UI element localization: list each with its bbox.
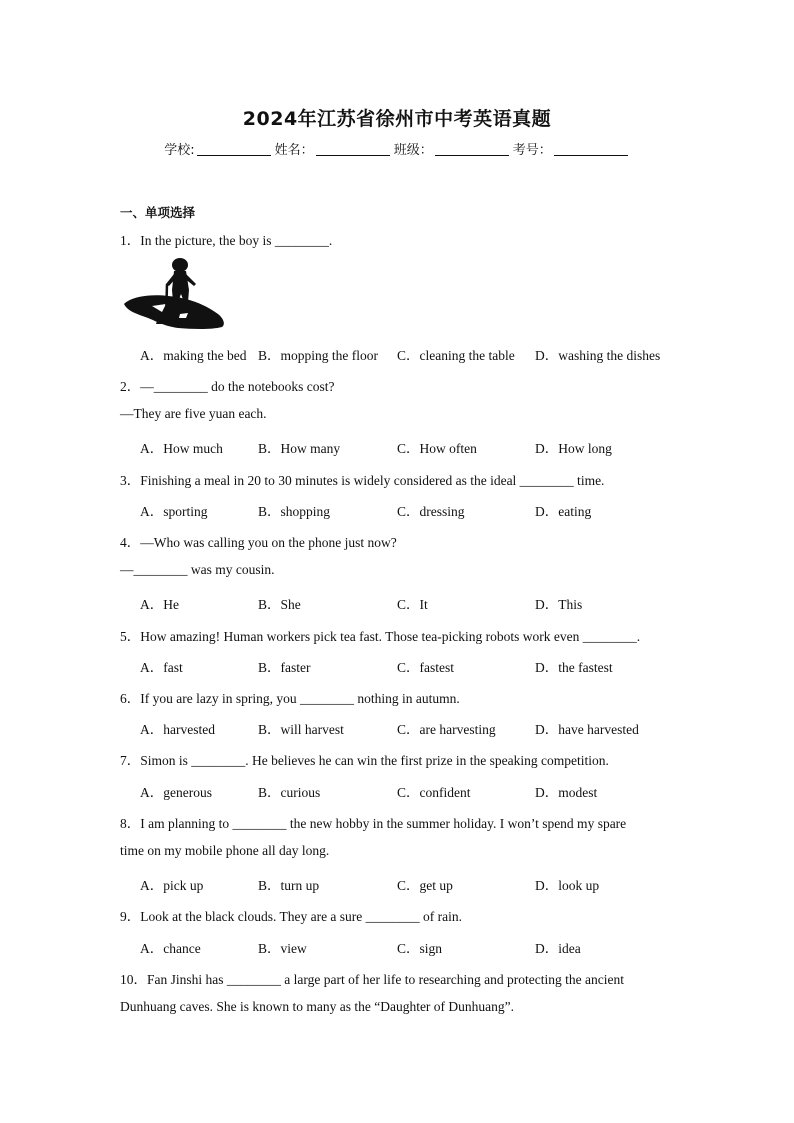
option-d[interactable]: D．idea [535, 941, 581, 956]
section-heading: 一、单项选择 [120, 205, 196, 220]
class-blank[interactable] [435, 142, 509, 156]
option-a[interactable]: A．making the bed [140, 348, 247, 363]
option-b[interactable]: B．view [258, 941, 307, 956]
option-a[interactable]: A．sporting [140, 504, 208, 519]
option-d[interactable]: D．look up [535, 878, 600, 893]
option-b[interactable]: B．shopping [258, 504, 331, 519]
option-d[interactable]: D．eating [535, 504, 592, 519]
option-d[interactable]: D．have harvested [535, 722, 639, 737]
question-8-stem-line-2: time on my mobile phone all day long. [120, 843, 330, 858]
option-b[interactable]: B．She [258, 597, 301, 612]
option-a[interactable]: A．He [140, 597, 179, 612]
school-blank[interactable] [197, 142, 271, 156]
name-label: 姓名： [274, 143, 314, 158]
option-d[interactable]: D．the fastest [535, 660, 613, 675]
option-c[interactable]: C．confident [397, 785, 471, 800]
question-2-stem: 2．—________ do the notebooks cost? [120, 379, 335, 394]
option-c[interactable]: C．fastest [397, 660, 454, 675]
option-b[interactable]: B．How many [258, 441, 341, 456]
option-c[interactable]: C．cleaning the table [397, 348, 515, 363]
option-a[interactable]: A．chance [140, 941, 201, 956]
exam-number-blank[interactable] [554, 142, 628, 156]
class-label: 班级： [393, 143, 433, 158]
option-c[interactable]: C．are harvesting [397, 722, 496, 737]
exam-number-label: 考号： [512, 143, 552, 158]
question-5-stem: 5．How amazing! Human workers pick tea fast. Those tea-picking robots work even ________. [120, 629, 641, 644]
question-2-stem-line-2: —They are five yuan each. [120, 406, 267, 421]
option-c[interactable]: C．It [397, 597, 428, 612]
page-title: 2024年江苏省徐州市中考英语真题 [242, 108, 552, 130]
question-10-stem-line-2: Dunhuang caves. She is known to many as the “Daughter of Dunhuang”. [120, 999, 515, 1014]
option-b[interactable]: B．turn up [258, 878, 320, 893]
option-a[interactable]: A．How much [140, 441, 223, 456]
option-b[interactable]: B．faster [258, 660, 311, 675]
option-a[interactable]: A．harvested [140, 722, 215, 737]
question-7-stem: 7．Simon is ________. He believes he can win the first prize in the speaking competition. [120, 753, 609, 768]
option-d[interactable]: D．How long [535, 441, 612, 456]
question-1-stem: 1．In the picture, the boy is ________. [120, 233, 333, 248]
option-d[interactable]: D．modest [535, 785, 598, 800]
question-6-stem: 6．If you are lazy in spring, you ________ nothing in autumn. [120, 691, 460, 706]
student-info-line [0, 139, 794, 158]
option-a[interactable]: A．pick up [140, 878, 204, 893]
option-c[interactable]: C．get up [397, 878, 453, 893]
question-4-stem: 4．—Who was calling you on the phone just now? [120, 535, 397, 550]
option-a[interactable]: A．generous [140, 785, 212, 800]
question-3-stem: 3．Finishing a meal in 20 to 30 minutes is widely considered as the ideal ________ time. [120, 473, 605, 488]
question-4-stem-line-2: —________ was my cousin. [120, 562, 275, 577]
boy-mopping-floor-illustration [122, 256, 228, 332]
question-9-stem: 9．Look at the black clouds. They are a sure ________ of rain. [120, 909, 463, 924]
option-b[interactable]: B．mopping the floor [258, 348, 378, 363]
school-label: 学校: [164, 143, 195, 158]
question-10-stem: 10．Fan Jinshi has ________ a large part of her life to researching and protecting the ancient [120, 972, 624, 987]
option-c[interactable]: C．dressing [397, 504, 465, 519]
question-8-stem: 8．I am planning to ________ the new hobby in the summer holiday. I won’t spend my spare [120, 816, 627, 831]
name-blank[interactable] [316, 142, 390, 156]
option-b[interactable]: B．will harvest [258, 722, 344, 737]
option-d[interactable]: D．washing the dishes [535, 348, 661, 363]
option-c[interactable]: C．How often [397, 441, 477, 456]
option-a[interactable]: A．fast [140, 660, 183, 675]
option-b[interactable]: B．curious [258, 785, 321, 800]
option-c[interactable]: C．sign [397, 941, 443, 956]
option-d[interactable]: D．This [535, 597, 583, 612]
